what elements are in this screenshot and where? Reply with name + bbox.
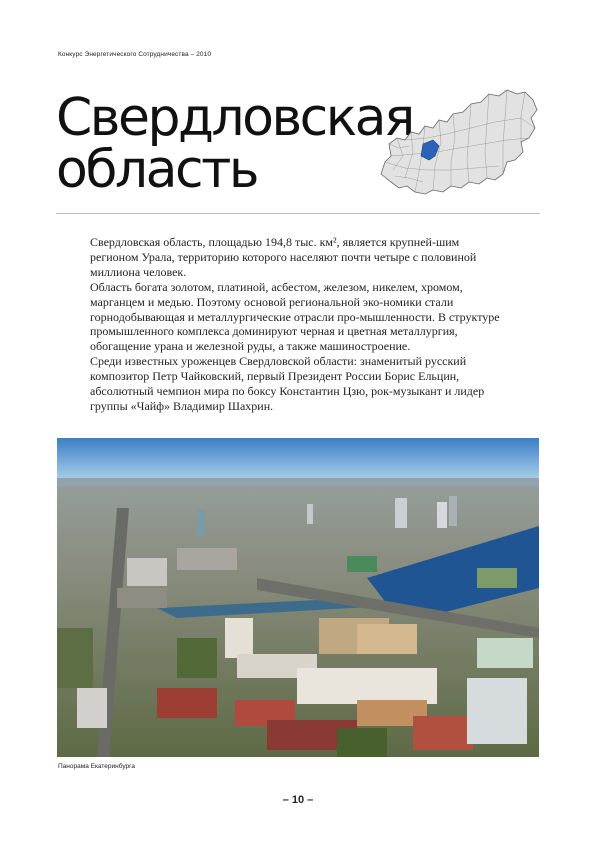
sky: [57, 438, 539, 484]
publication-header: Конкурс Энергетического Сотрудничества – 2010: [58, 51, 212, 58]
paragraph-area: Свердловская область, площадью 194,8 тыс. км², является крупней-шим регионом Урала, территорию которого населяют почти четыре с половиной миллиона человек.: [90, 235, 477, 279]
panorama-photo: [57, 438, 539, 757]
article-body: [90, 235, 510, 414]
paragraph-notable-natives: Среди известных уроженцев Свердловской области: знаменитый русский композитор Петр Чайковский, первый Президент России Борис Ельцин, абсолютный чемпион мира по боксу Константин Цзю, рок-музыкант и лидер группы «Чайф» Владимир Шахрин.: [90, 354, 485, 413]
title-divider: [56, 213, 540, 214]
title-line-1: Свердловская: [56, 88, 413, 148]
russia-outline: [381, 90, 537, 194]
title-line-2: область: [56, 140, 258, 200]
horizon: [57, 478, 539, 486]
page-number: – 10 –: [282, 794, 314, 806]
photo-caption: Панорама Екатеринбурга: [58, 763, 135, 770]
paragraph-resources: Область богата золотом, платиной, асбестом, железом, никелем, хромом, марганцем и медью. Поэтому основой региональной эко-номики стали горнодобывающая и металлургические отрасли про-мышленности. В структуре промышленного комплекса доминируют черная и цветная металлургия, обогащение урана и железной руды, а также машиностроение.: [90, 279, 500, 354]
page-title: [56, 88, 416, 200]
russia-map: [375, 82, 540, 200]
